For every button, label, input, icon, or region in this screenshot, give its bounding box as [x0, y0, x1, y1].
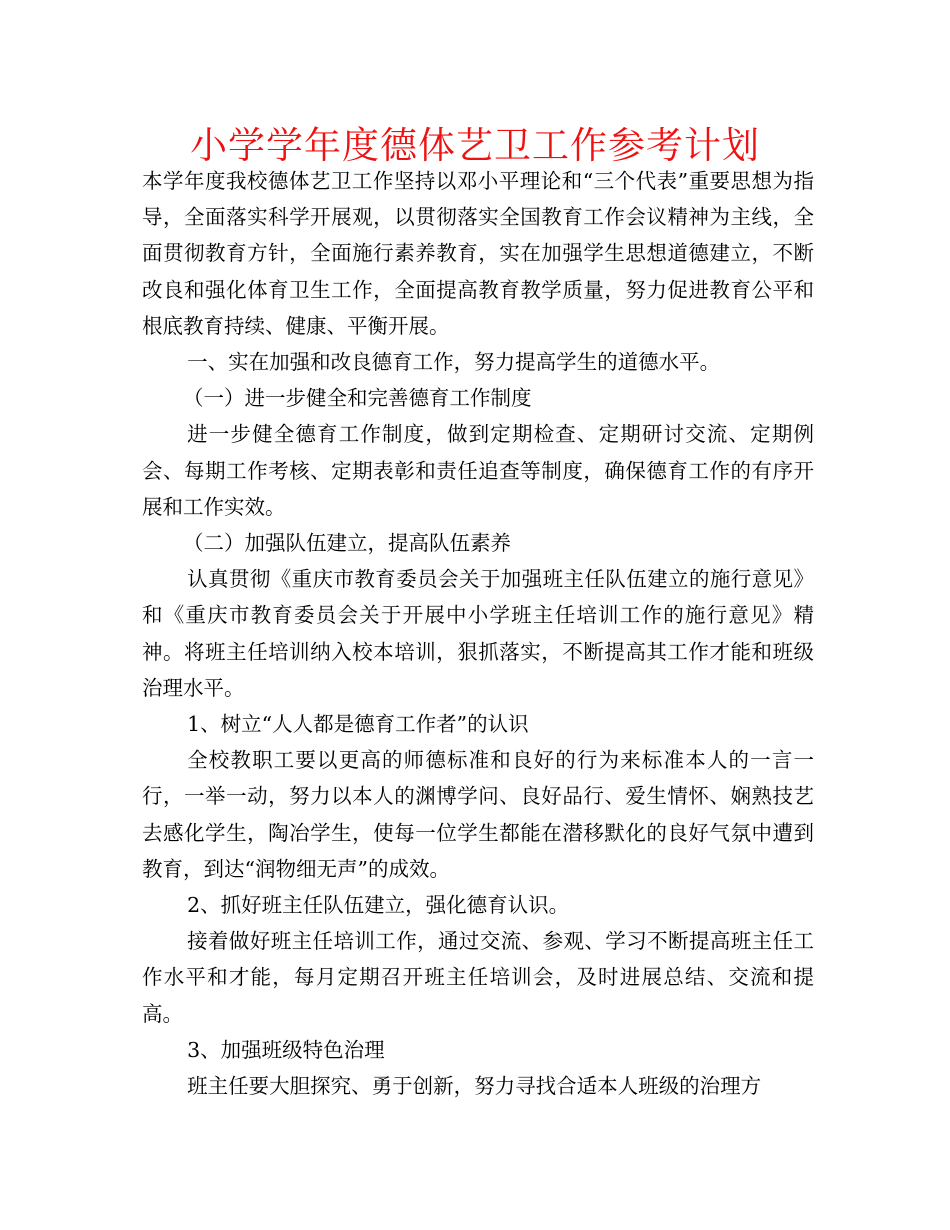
paragraph: 进一步健全德育工作制度，做到定期检查、定期研讨交流、定期例会、每期工作考核、定期表彰和责任追查等制度，确保德育工作的有序开展和工作实效。 — [142, 422, 814, 519]
document-title: 小学学年度德体艺卫工作参考计划 — [190, 124, 760, 167]
paragraph: 全校教职工要以更高的师德标准和良好的行为来标准本人的一言一行，一举一动，努力以本人的渊博学问、良好品行、爱生情怀、娴熟技艺去感化学生，陶冶学生，使每一位学生都能在潜移默化的良好气氛中遭到教育，到达“润物细无声”的成效。 — [142, 748, 814, 881]
paragraph-intro: 本学年度我校德体艺卫工作坚持以邓小平理论和“三个代表”重要思想为指导，全面落实科学开展观，以贯彻落实全国教育工作会议精神为主线，全面贯彻教育方针，全面施行素养教育，实在加强学生思想道德建立，不断改良和强化体育卫生工作，全面提高教育教学质量，努力促进教育公平和根底教育持续、健康、平衡开展。 — [142, 169, 814, 338]
document-body — [142, 163, 814, 1104]
subsection-heading-1: （一）进一步健全和完善德育工作制度 — [183, 386, 532, 411]
paragraph: 认真贯彻《重庆市教育委员会关于加强班主任队伍建立的施行意见》和《重庆市教育委员会关于开展中小学班主任培训工作的施行意见》精神。将班主任培训纳入校本培训，狠抓落实，不断提高其工作才能和班级治理水平。 — [142, 567, 814, 700]
list-item-heading: 2、抓好班主任队伍建立，强化德育认识。 — [187, 893, 570, 918]
paragraph: 班主任要大胆探究、勇于创新，努力寻找合适本人班级的治理方 — [187, 1074, 762, 1099]
section-heading-1: 一、实在加强和改良德育工作，努力提高学生的道德水平。 — [187, 350, 721, 375]
paragraph: 接着做好班主任培训工作，通过交流、参观、学习不断提高班主任工作水平和才能，每月定期召开班主任培训会，及时进展总结、交流和提高。 — [142, 929, 814, 1026]
list-item-heading: 3、加强班级特色治理 — [187, 1037, 385, 1062]
list-item-heading: 1、树立“人人都是德育工作者”的认识 — [187, 712, 529, 737]
subsection-heading-2: （二）加强队伍建立，提高队伍素养 — [183, 531, 511, 556]
